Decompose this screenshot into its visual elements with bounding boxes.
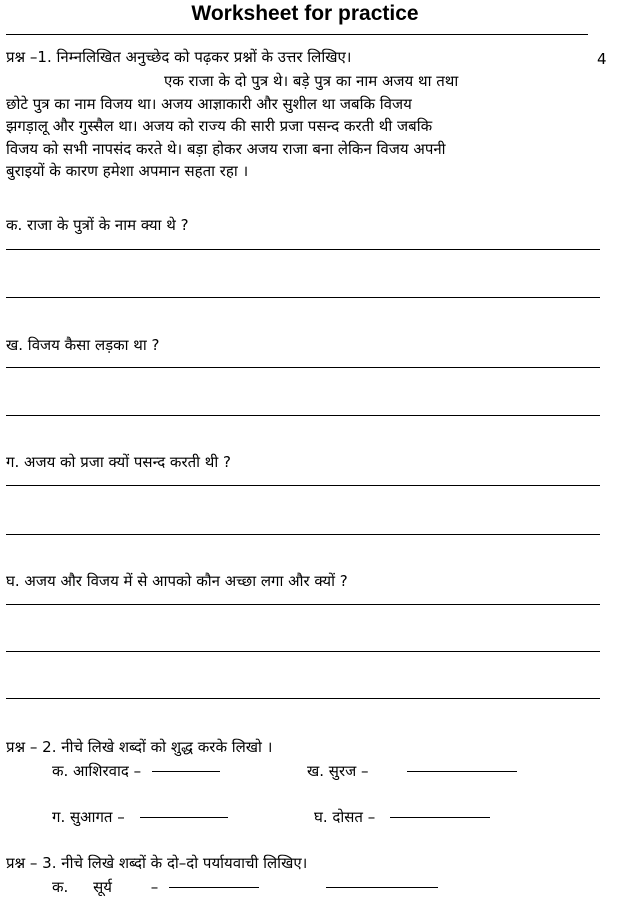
q2-item-ka-blank[interactable]	[152, 771, 220, 772]
paragraph-line-5: बुराइयों के कारण हमेशा अपमान सहता रहा ।	[6, 162, 249, 180]
q2-item-ga	[52, 806, 228, 828]
q3-item-ka-blank-1[interactable]	[169, 887, 259, 888]
q2-item-gha	[314, 806, 490, 828]
paragraph-line-4: विजय को सभी नापसंद करते थे। बड़ा होकर अजय राजा बना लेकिन विजय अपनी	[6, 139, 446, 158]
q1-marks: 4	[597, 50, 607, 68]
q3-item-ka-dash: –	[150, 878, 159, 896]
q2-item-gha-blank[interactable]	[390, 817, 490, 818]
answer-line[interactable]	[6, 651, 600, 652]
paragraph-line-2: छोटे पुत्र का नाम विजय था। अजय आज्ञाकारी और सुशील था जबकि विजय	[6, 94, 412, 113]
q2-item-gha-label: घ. दोसत –	[314, 808, 376, 826]
q2-heading: प्रश्न – 2. नीचे लिखे शब्दों को शुद्ध करके लिखो ।	[6, 738, 273, 756]
answer-line[interactable]	[6, 485, 600, 486]
q2-item-ga-blank[interactable]	[140, 817, 228, 818]
q2-item-ka-label: क. आशिरवाद –	[52, 762, 142, 780]
q3-item-ka-word: सूर्य	[93, 878, 112, 896]
q2-item-kha-blank[interactable]	[407, 771, 517, 772]
answer-line[interactable]	[6, 249, 600, 250]
q2-item-kha	[307, 760, 517, 782]
answer-line[interactable]	[6, 534, 600, 535]
q1-paragraph	[6, 70, 612, 183]
q1-question-kha: ख. विजय कैसा लड़का था ?	[6, 336, 160, 354]
q1-question-gha: घ. अजय और विजय में से आपको कौन अच्छा लगा और क्यों ?	[6, 572, 348, 590]
answer-line[interactable]	[6, 415, 600, 416]
q3-item-ka-letter: क.	[52, 878, 69, 896]
paragraph-line-3: झगड़ालू और गुस्सैल था। अजय को राज्य की सारी प्रजा पसन्द करती थी जबकि	[6, 117, 433, 135]
q1-heading: प्रश्न –1. निम्नलिखित अनुच्छेद को पढ़कर प्रश्नों के उत्तर लिखिए।	[6, 48, 352, 66]
answer-line[interactable]	[6, 297, 600, 298]
q3-item-ka-blank-2[interactable]	[326, 887, 438, 888]
worksheet-title: Worksheet for practice	[191, 2, 419, 25]
q3-heading: प्रश्न – 3. नीचे लिखे शब्दों के दो–दो पर्यायवाची लिखिए।	[6, 854, 308, 872]
answer-line[interactable]	[6, 367, 600, 368]
q1-question-ka: क. राजा के पुत्रों के नाम क्या थे ?	[6, 216, 189, 234]
title-rule	[6, 34, 588, 35]
q1-question-ga: ग. अजय को प्रजा क्यों पसन्द करती थी ?	[6, 453, 231, 471]
q2-item-ka	[52, 760, 220, 782]
answer-line[interactable]	[6, 698, 600, 699]
answer-line[interactable]	[6, 604, 600, 605]
q2-item-ga-label: ग. सुआगत –	[52, 808, 125, 826]
paragraph-line-1: एक राजा के दो पुत्र थे। बड़े पुत्र का नाम अजय था तथा	[164, 72, 459, 90]
q3-item-ka	[52, 876, 438, 898]
q2-item-kha-label: ख. सुरज –	[307, 762, 369, 780]
